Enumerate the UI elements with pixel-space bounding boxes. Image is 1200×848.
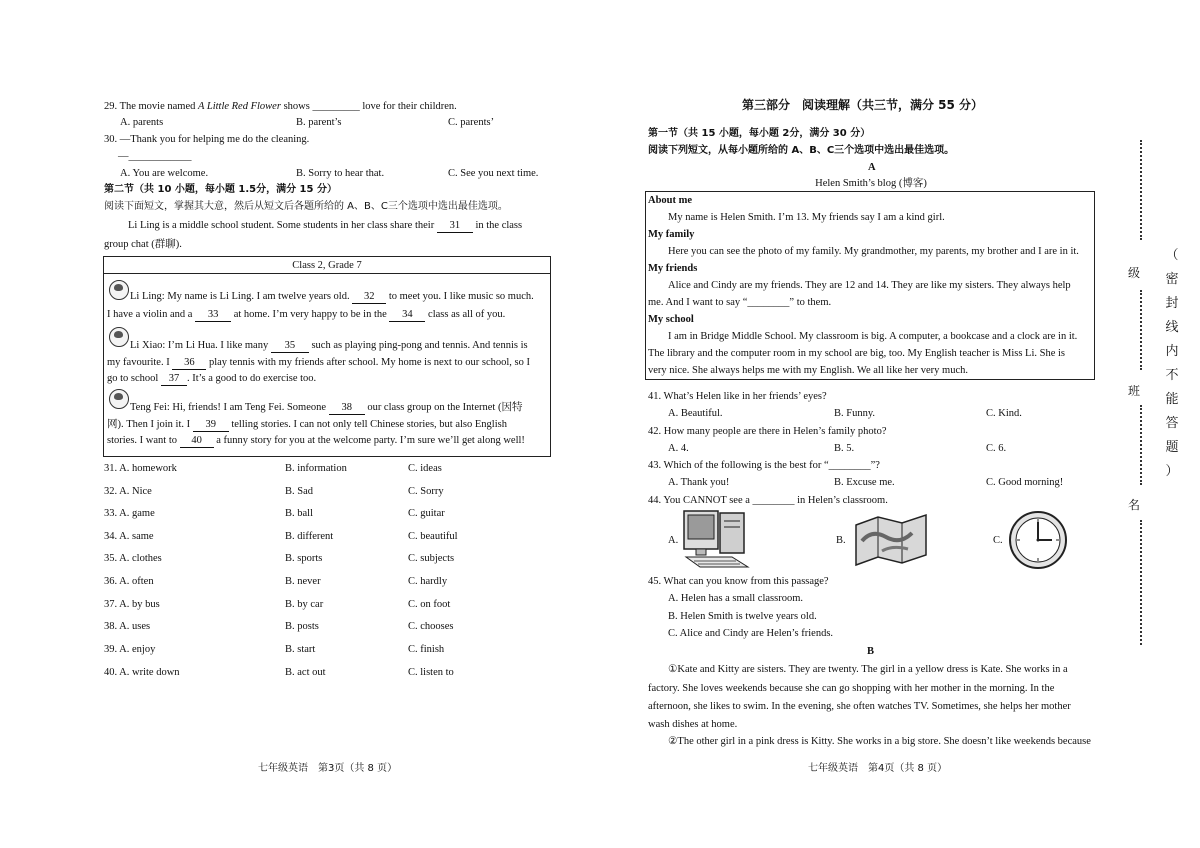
q44-option-b-label: B. <box>836 535 846 546</box>
option-35-a: 35. A. clothes <box>104 553 162 564</box>
li-xiao-avatar-icon <box>109 327 129 347</box>
blog-school-text1: I am in Bridge Middle School. My classroom is big. A computer, a bookcase and a clock are in it. <box>668 331 1078 342</box>
blank-37: 37 <box>161 372 187 386</box>
q43-option-b: B. Excuse me. <box>834 477 895 488</box>
blog-school-heading: My school <box>648 314 694 325</box>
blank-40: 40 <box>180 434 214 448</box>
reading-section1-instructions: 阅读下列短文，从每小题所给的 A、B、C三个选项中选出最佳选项。 <box>648 145 955 156</box>
chat-li-ling-line1 <box>130 290 534 304</box>
cloze-intro-line1 <box>128 219 522 233</box>
passage-b-p1-line3: afternoon, she likes to swim. In the evening, she often watches TV. Sometimes, she helps her mother <box>648 701 1071 712</box>
option-39-c: C. finish <box>408 644 445 655</box>
field-label-grade: 班 <box>1128 384 1141 398</box>
option-37-b: B. by car <box>285 599 324 610</box>
clock-icon <box>1008 509 1068 571</box>
q30-option-a: A. You are welcome. <box>120 168 209 179</box>
intro-text-end: in the class <box>475 220 523 231</box>
passage-b-p2-line1: ②The other girl in a pink dress is Kitty. She works in a big store. She doesn’t like weekends because <box>668 736 1091 747</box>
seal-char: 线 <box>1165 320 1179 335</box>
chat-li-ling-line2 <box>107 308 505 322</box>
text: at home. I’m very happy to be in the <box>233 309 387 320</box>
text: I have a violin and a <box>107 309 193 320</box>
q29-num: 29. <box>104 101 118 112</box>
text: our class group on the Internet (因特 <box>367 402 523 413</box>
blog-about-text: My name is Helen Smith. I’m 13. My friends say I am a kind girl. <box>668 212 945 223</box>
q29-option-c: C. parents’ <box>448 117 495 128</box>
q44-option-c-label: C. <box>993 535 1003 546</box>
chat-li-xiao-line3 <box>107 372 316 386</box>
q45-option-c: C. Alice and Cindy are Helen’s friends. <box>668 628 834 639</box>
option-38-c: C. chooses <box>408 621 454 632</box>
question-43: 43. Which of the following is the best for “________”? <box>648 460 880 471</box>
option-40-b: B. act out <box>285 667 326 678</box>
chat-teng-fei-line2 <box>107 418 507 432</box>
blog-school-text3: very nice. She always helps me with my English. We all like her very much. <box>648 365 969 376</box>
blog-friends-text1: Alice and Cindy are my friends. They are 12 and 14. They are like my sisters. They always help <box>668 280 1071 291</box>
option-31-b: B. information <box>285 463 347 474</box>
q30-reply: —____________ <box>118 151 192 162</box>
option-36-a: 36. A. often <box>104 576 154 587</box>
field-label-class: 级 <box>1128 266 1141 280</box>
map-icon <box>852 511 930 567</box>
passage-b-label: B <box>867 646 875 657</box>
option-32-b: B. Sad <box>285 486 314 497</box>
dotted-line-mid1 <box>1140 290 1142 370</box>
passage-b-p1-line4: wash dishes at home. <box>648 719 738 730</box>
q29-movie-title: A Little Red Flower <box>198 101 281 112</box>
seal-char: 密 <box>1165 272 1179 287</box>
blog-friends-heading: My friends <box>648 263 698 274</box>
blank-34: 34 <box>389 308 425 322</box>
dotted-line-bottom <box>1140 520 1142 645</box>
passage-b-p1-line2: factory. She loves weekends because she can go shopping with her mother in the morning. In the <box>648 683 1055 694</box>
text: such as playing ping-pong and tennis. And tennis is <box>311 340 528 351</box>
option-40-a: 40. A. write down <box>104 667 180 678</box>
seal-char: ） <box>1165 464 1179 479</box>
chat-li-xiao-line1 <box>130 339 528 353</box>
blog-friends-text2: me. And I want to say “________” to them. <box>648 297 832 308</box>
question-42: 42. How many people are there in Helen’s family photo? <box>648 426 887 437</box>
reading-section1-heading: 第一节（共 15 小题，每小题 2分，满分 30 分） <box>648 128 871 139</box>
q42-option-c: C. 6. <box>986 443 1007 454</box>
option-33-a: 33. A. game <box>104 508 155 519</box>
seal-char: 题 <box>1165 440 1179 455</box>
q41-option-a: A. Beautiful. <box>668 408 723 419</box>
text: Li Ling: My name is Li Ling. I am twelve years old. <box>130 291 350 302</box>
blog-school-text2: The library and the computer room in my school are big, too. My English teacher is Miss Li. She is <box>648 348 1066 359</box>
q29-option-a: A. parents <box>120 117 164 128</box>
chat-teng-fei-line3 <box>107 434 525 448</box>
option-38-b: B. posts <box>285 621 319 632</box>
dotted-line-top <box>1140 140 1142 240</box>
computer-icon <box>680 509 752 571</box>
seal-char: 内 <box>1165 344 1179 359</box>
q43-option-a: A. Thank you! <box>668 477 730 488</box>
seal-char: 封 <box>1165 296 1179 311</box>
q29-option-b: B. parent’s <box>296 117 342 128</box>
text: telling stories. I can not only tell Chinese stories, but also English <box>231 419 507 430</box>
option-34-a: 34. A. same <box>104 531 154 542</box>
dotted-line-mid2 <box>1140 405 1142 485</box>
passage-b-p1-line1: ①Kate and Kitty are sisters. They are twenty. The girl in a yellow dress is Kate. She works in a <box>668 664 1068 675</box>
option-34-b: B. different <box>285 531 334 542</box>
q43-option-c: C. Good morning! <box>986 477 1064 488</box>
section2-instructions: 阅读下面短文，掌握其大意，然后从短文后各题所给的 A、B、C三个选项中选出最佳选项。 <box>104 201 508 212</box>
text: Teng Fei: Hi, friends! I am Teng Fei. Someone <box>130 402 327 413</box>
option-31-c: C. ideas <box>408 463 442 474</box>
chat-teng-fei-line1 <box>130 401 522 415</box>
option-39-a: 39. A. enjoy <box>104 644 156 655</box>
blank-32: 32 <box>352 290 386 304</box>
box-title-divider <box>103 273 551 274</box>
question-30: 30. —Thank you for helping me do the cleaning. <box>104 134 310 145</box>
option-37-a: 37. A. by bus <box>104 599 160 610</box>
question-45: 45. What can you know from this passage? <box>648 576 829 587</box>
passage-a-label: A <box>868 162 876 173</box>
q29-pre: The movie named <box>119 101 198 112</box>
q44-option-a-label: A. <box>668 535 679 546</box>
text: my favourite. I <box>107 357 170 368</box>
blank-33: 33 <box>195 308 231 322</box>
option-33-c: C. guitar <box>408 508 445 519</box>
blank-35: 35 <box>271 339 309 353</box>
blank-31: 31 <box>437 219 473 233</box>
blog-family-text: Here you can see the photo of my family. My grandmother, my parents, my brother and I are in it. <box>668 246 1079 257</box>
option-39-b: B. start <box>285 644 316 655</box>
option-35-b: B. sports <box>285 553 323 564</box>
q30-option-b: B. Sorry to hear that. <box>296 168 385 179</box>
q41-option-b: B. Funny. <box>834 408 876 419</box>
blog-about-heading: About me <box>648 195 693 206</box>
blank-36: 36 <box>172 356 206 370</box>
option-34-c: C. beautiful <box>408 531 458 542</box>
text: go to school <box>107 373 159 384</box>
text: class as all of you. <box>428 309 506 320</box>
text: a funny story for you at the welcome party. I’m sure we’ll get along well! <box>216 435 525 446</box>
blank-38: 38 <box>329 401 365 415</box>
field-label-name: 名 <box>1128 498 1141 512</box>
option-31-a: 31. A. homework <box>104 463 177 474</box>
li-ling-avatar-icon <box>109 280 129 300</box>
option-36-c: C. hardly <box>408 576 448 587</box>
text: to meet you. I like music so much. <box>388 291 534 302</box>
option-32-a: 32. A. Nice <box>104 486 152 497</box>
text: play tennis with my friends after school. My home is next to our school, so I <box>208 357 531 368</box>
option-32-c: C. Sorry <box>408 486 444 497</box>
q30-option-c: C. See you next time. <box>448 168 539 179</box>
q41-option-c: C. Kind. <box>986 408 1022 419</box>
question-44: 44. You CANNOT see a ________ in Helen’s classroom. <box>648 495 888 506</box>
q42-option-b: B. 5. <box>834 443 855 454</box>
teng-fei-avatar-icon <box>109 389 129 409</box>
right-page-footer: 七年级英语 第4页（共 8 页） <box>808 763 948 774</box>
part3-title: 第三部分 阅读理解（共三节，满分 55 分） <box>742 98 984 112</box>
seal-char: 能 <box>1165 392 1179 407</box>
q42-option-a: A. 4. <box>668 443 689 454</box>
seal-char: （ <box>1165 248 1179 263</box>
q29-post: shows _________ love for their children. <box>280 101 457 112</box>
seal-line-notice <box>1164 244 1180 484</box>
question-41: 41. What’s Helen like in her friends’ eyes? <box>648 391 827 402</box>
question-29 <box>104 100 457 113</box>
blank-39: 39 <box>193 418 229 432</box>
chat-li-xiao-line2 <box>107 356 530 370</box>
option-38-a: 38. A. uses <box>104 621 151 632</box>
text: Li Xiao: I’m Li Hua. I like many <box>130 340 269 351</box>
intro-text: Li Ling is a middle school student. Some students in her class share their <box>128 220 435 231</box>
text: . It’s a good to do exercise too. <box>186 373 317 384</box>
seal-char: 答 <box>1165 416 1179 431</box>
q45-option-a: A. Helen has a small classroom. <box>668 593 804 604</box>
option-35-c: C. subjects <box>408 553 455 564</box>
section2-heading: 第二节（共 10 小题，每小题 1.5分，满分 15 分） <box>104 184 337 195</box>
cloze-intro-line2: group chat (群聊). <box>104 239 182 250</box>
box-title: Class 2, Grade 7 <box>292 260 362 271</box>
blog-title: Helen Smith’s blog (博客) <box>815 178 927 189</box>
q45-option-b: B. Helen Smith is twelve years old. <box>668 611 817 622</box>
option-33-b: B. ball <box>285 508 313 519</box>
blog-family-heading: My family <box>648 229 695 240</box>
seal-char: 不 <box>1165 368 1179 383</box>
option-36-b: B. never <box>285 576 321 587</box>
option-40-c: C. listen to <box>408 667 454 678</box>
text: 网). Then I join it. I <box>107 419 191 430</box>
text: stories. I want to <box>107 435 177 446</box>
option-37-c: C. on foot <box>408 599 451 610</box>
left-page-footer: 七年级英语 第3页（共 8 页） <box>258 763 398 774</box>
